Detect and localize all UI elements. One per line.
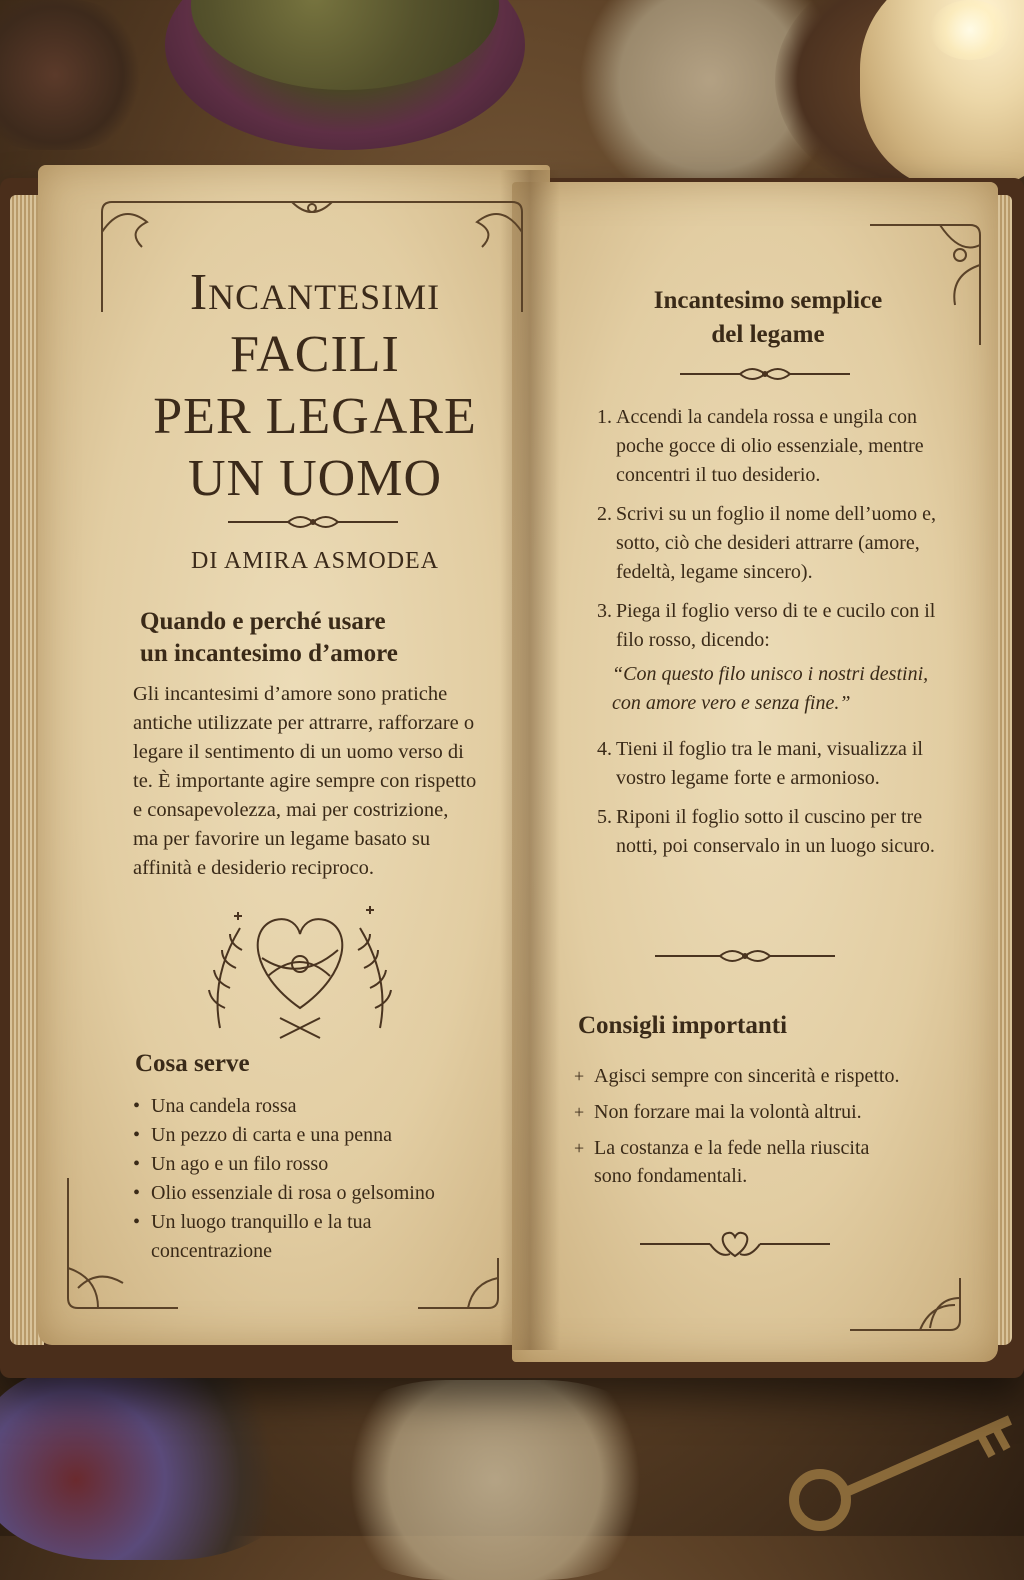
step-item <box>582 403 942 490</box>
list-item: • Olio essenziale di rosa o gelsomino <box>133 1179 473 1208</box>
heading-line: del legame <box>711 321 825 348</box>
incantation-quote: “Con questo filo unisco i nostri destini, con amore vero e senza fine.” <box>612 663 929 714</box>
steps-list-continued <box>582 735 942 861</box>
step-text: Scrivi su un foglio il nome dell’uomo e, sotto, ciò che desideri attrarre (amore, fedeltà, legame sincero). <box>616 503 936 583</box>
corner-ornament-icon <box>840 1268 980 1348</box>
author-byline: DI AMIRA ASMODEA <box>190 548 440 574</box>
list-item: + Agisci sempre con sincerità e rispetto. <box>574 1062 934 1090</box>
step-text: Accendi la candela rossa e ungila con poche gocce di olio essenziale, mentre concentri il tuo desiderio. <box>616 406 924 486</box>
step-number: 3. <box>597 600 612 622</box>
lavender-roses-bottom <box>0 1360 300 1560</box>
list-item: • Una candela rossa <box>133 1092 473 1121</box>
list-item: • Un pezzo di carta e una penna <box>133 1121 473 1150</box>
book-title <box>100 262 530 510</box>
flourish-divider-icon <box>228 512 398 532</box>
step-item <box>582 803 942 861</box>
heart-bound-icon <box>180 888 420 1048</box>
title-line: FACILI <box>230 326 400 383</box>
step-item <box>582 735 942 793</box>
step-item <box>582 597 942 655</box>
spell-title <box>600 284 936 352</box>
steps-list <box>582 403 942 655</box>
title-line: Incantesimi <box>189 264 441 321</box>
list-item: • Un ago e un filo rosso <box>133 1150 473 1179</box>
heart-flourish-divider-icon <box>640 1224 830 1264</box>
step-number: 4. <box>597 738 612 760</box>
tips-list <box>574 1062 934 1198</box>
lace-doily-bottom <box>330 1380 660 1580</box>
title-line: UN UOMO <box>188 450 442 507</box>
flourish-divider-icon <box>655 946 835 966</box>
candle-flame-glow <box>930 0 1010 60</box>
herb-bowl <box>165 0 525 150</box>
title-line: PER LEGARE <box>153 388 477 445</box>
step-number: 1. <box>597 406 612 428</box>
section-heading-when <box>140 606 470 670</box>
section-heading-tips: Consigli importanti <box>578 1012 788 1039</box>
step-text: Tieni il foglio tra le mani, visualizza il vostro legame forte e armonioso. <box>616 738 923 789</box>
list-item: + La costanza e la fede nella riuscita sono fondamentali. <box>574 1134 894 1190</box>
flourish-divider-icon <box>680 364 850 384</box>
dried-flowers-background <box>0 0 140 150</box>
section-heading-need: Cosa serve <box>135 1050 250 1077</box>
heading-line: un incantesimo d’amore <box>140 640 398 667</box>
intro-paragraph: Gli incantesimi d’amore sono pratiche antiche utilizzate per attrarre, rafforzare o legare il sentimento di un uomo verso di te. È importante agire sempre con rispetto e consapevolezza, mai per costrizione, ma per favorire un legame basato su affinità e desiderio reciproco. <box>133 683 477 879</box>
heading-line: Incantesimo semplice <box>653 287 883 314</box>
list-item: • Un luogo tranquillo e la tua concentrazione <box>133 1208 401 1266</box>
ingredients-list <box>133 1092 473 1266</box>
step-text: Piega il foglio verso di te e cucilo con il filo rosso, dicendo: <box>616 600 936 651</box>
step-number: 5. <box>597 806 612 828</box>
laurel-wreath-icon <box>218 928 241 1028</box>
step-text: Riponi il foglio sotto il cuscino per tre notti, poi conservalo in un luogo sicuro. <box>616 806 935 857</box>
list-item: + Non forzare mai la volontà altrui. <box>574 1098 934 1126</box>
heading-line: Quando e perché usare <box>140 608 386 635</box>
step-item <box>582 500 942 587</box>
step-number: 2. <box>597 503 612 525</box>
antique-key-icon <box>780 1400 1024 1540</box>
